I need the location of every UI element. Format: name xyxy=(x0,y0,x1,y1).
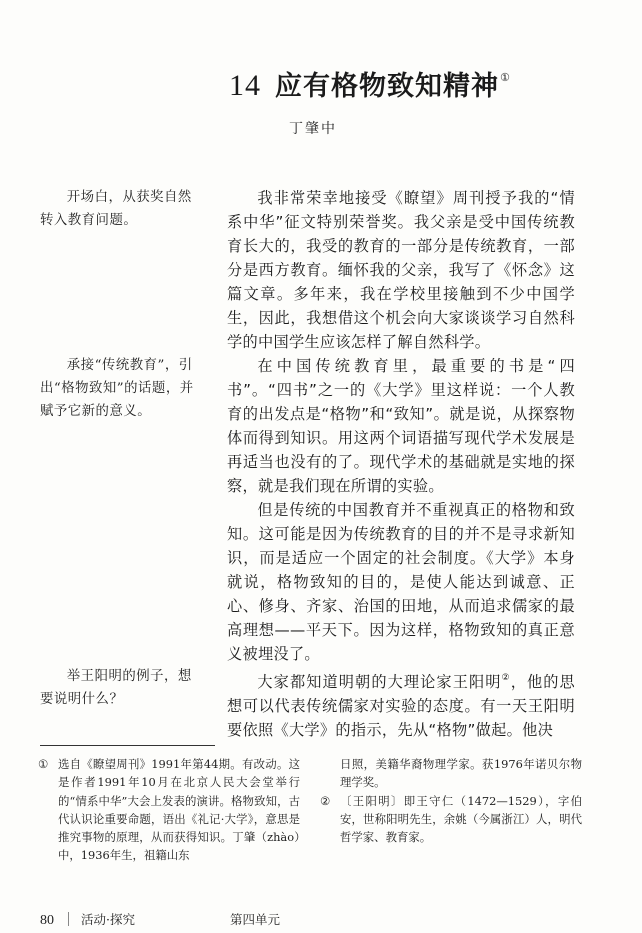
page-number: 80 xyxy=(40,913,54,928)
footnote-mark-2[interactable]: ② xyxy=(501,673,511,683)
footer-separator xyxy=(68,912,69,926)
paragraph-3: 但是传统的中国教育并不重视真正的格物和致知。这可能是因为传统教育的目的并不是寻求新知识，而是适应一个固定的社会制度。《大学》本身就说，格物致知的目的，是使人能达到诚意、正心、修身、齐家、治国的田地，从而追求儒家的最高理想——平天下。因为这样，格物致知的真正意义被埋没了。 xyxy=(227,501,575,663)
side-note-tradition: 承接“传统教育”，引出“格物致知”的话题，并赋予它新的意义。 xyxy=(40,358,194,419)
footnotes-left-column xyxy=(38,755,300,865)
page-footer xyxy=(40,910,281,929)
lesson-number: 14 xyxy=(229,69,261,102)
footer-section: 活动·探究 xyxy=(81,912,135,927)
lesson-title xyxy=(229,64,511,103)
footnote-divider xyxy=(40,745,215,746)
paragraph-4-start: 大家都知道明朝的大理论家王阳明 xyxy=(257,673,502,691)
footnote-2 xyxy=(320,792,582,847)
paragraph-2: 在中国传统教育里，最重要的书是“四书”。“四书”之一的《大学》里这样说：一个人教育的出发点是“格物”和“致知”。就是说，从探察物体而得到知识。用这两个词语描写现代学术发展是再适当也没有的了。现代学术的基础就是实地的探察，就是我们现在所谓的实验。 xyxy=(227,357,575,495)
paragraph-4-end: ，他的思想可以代表传统儒家对实验的态度。有一天王阳明要依照《大学》的指示，先从“格物”做起。他决 xyxy=(227,673,576,739)
title-footnote-mark[interactable]: ① xyxy=(500,71,511,84)
footnote-1-mark: ① xyxy=(38,757,49,771)
body-text xyxy=(227,186,575,742)
author-name: 丁肇中 xyxy=(289,121,337,137)
side-note-wang-yangming: 举王阳明的例子，想要说明什么？ xyxy=(40,669,192,707)
footnote-1-continuation: 日照，美籍华裔物理学家。获1976年诺贝尔物理学奖。 xyxy=(340,757,582,790)
paragraph-1: 我非常荣幸地接受《瞭望》周刊授予我的“情系中华”征文特别荣誉奖。我父亲是受中国传统教育长大的，我受的教育的一部分是传统教育，一部分是西方教育。缅怀我的父亲，我写了《怀念》这篇文章。多年来，我在学校里接触到不少中国学生，因此，我想借这个机会向大家谈谈学习自然科学的中国学生应该怎样了解自然科学。 xyxy=(227,189,575,351)
footer-unit: 第四单元 xyxy=(230,912,281,927)
side-note-opening: 开场白，从获奖自然转入教育问题。 xyxy=(40,190,192,228)
footnote-2-text: 〔王阳明〕即王守仁（1472—1529），字伯安，世称阳明先生，余姚（今属浙江）人，明代哲学家、教育家。 xyxy=(340,793,582,845)
paragraph-4 xyxy=(227,666,575,742)
footnote-2-mark: ② xyxy=(320,793,331,808)
footnotes-right-column xyxy=(320,755,582,846)
lesson-title-text: 应有格物致知精神 xyxy=(275,71,499,102)
footnote-1 xyxy=(38,755,300,865)
footnote-1-text: 选自《瞭望周刊》1991年第44期。有改动。这是作者1991年10月在北京人民大会堂举行的“情系中华”大会上发表的演讲。格物致知，古代认识论重要命题，语出《礼记·大学》，意思是推究事物的原理，从而获得知识。丁肇（zhào）中，1936年生，祖籍山东 xyxy=(58,757,300,863)
